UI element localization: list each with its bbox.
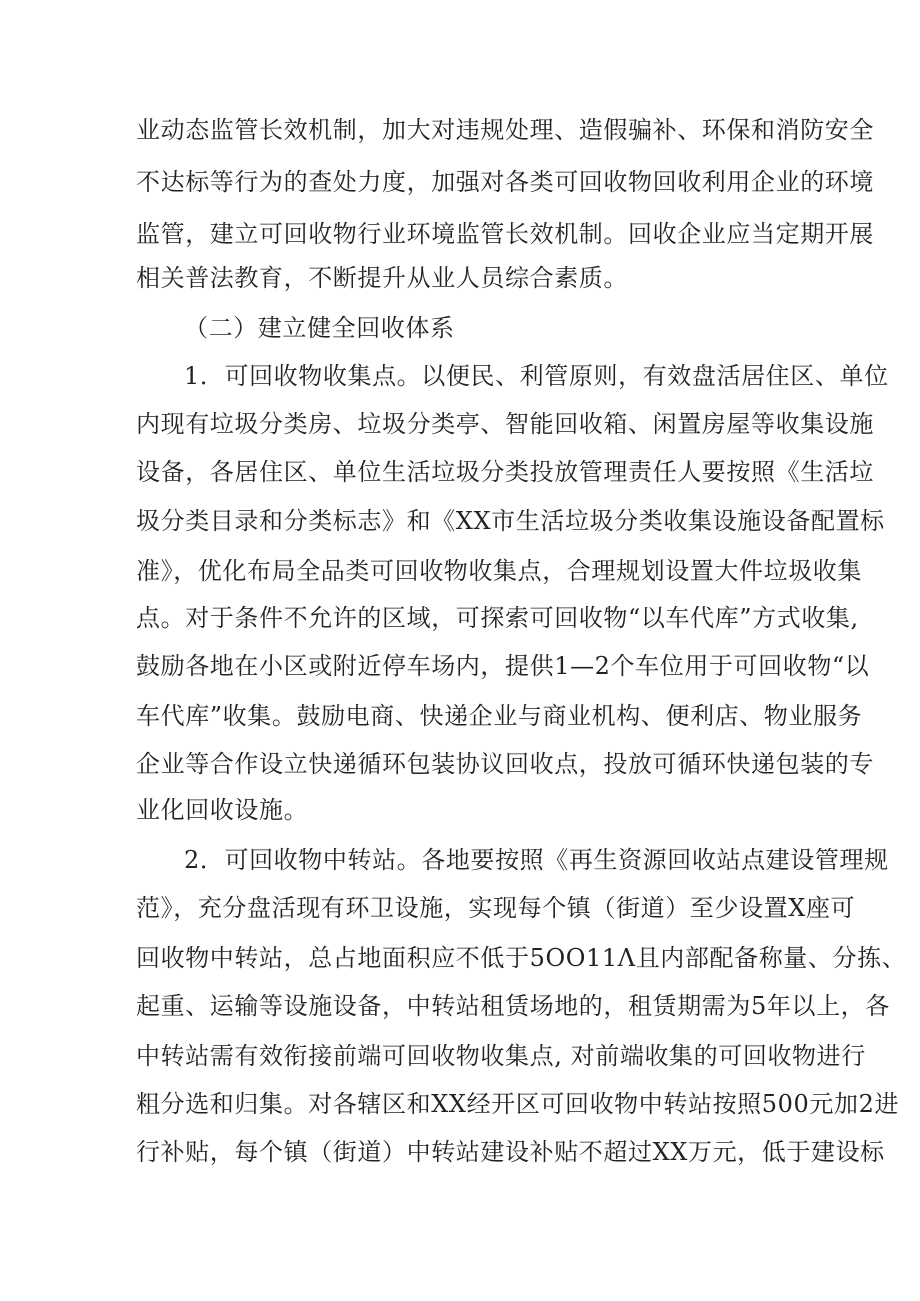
- text-line: 监管，建立可回收物行业环境监管长效机制。回收企业应当定期开展: [136, 220, 874, 248]
- text-line: 粗分选和归集。对各辖区和XX经开区可回收物中转站按照500元加2进: [136, 1090, 900, 1118]
- text-line: 相关普法教育，不断提升从业人员综合素质。: [136, 264, 628, 292]
- text-line: 圾分类目录和分类标志》和《XX市生活垃圾分类收集设施设备配置标: [136, 507, 885, 535]
- text-line: 起重、运输等设施设备，中转站租赁场地的，租赁期需为5年以上，各: [136, 992, 890, 1020]
- text-line: 1．可回收物收集点。以便民、利管原则，有效盘活居住区、单位: [184, 362, 889, 390]
- text-line: 准》，优化布局全品类可回收物收集点，合理规划设置大件垃圾收集: [136, 557, 862, 585]
- text-line: 车代库”收集。鼓励电商、快递企业与商业机构、便利店、物业服务: [136, 702, 863, 730]
- text-line: 中转站需有效衔接前端可回收物收集点, 对前端收集的可回收物进行: [136, 1042, 866, 1070]
- text-line: 业化回收设施。: [136, 796, 309, 824]
- text-line: 鼓励各地在小区或附近停车场内，提供1—2个车位用于可回收物“以: [136, 652, 870, 680]
- text-line: 行补贴，每个镇（街道）中转站建设补贴不超过XX万元，低于建设标: [136, 1138, 885, 1166]
- section-heading: （二）建立健全回收体系: [184, 314, 455, 342]
- text-line: 2．可回收物中转站。各地要按照《再生资源回收站点建设管理规: [184, 846, 889, 874]
- text-line: 范》，充分盘活现有环卫设施，实现每个镇（街道）至少设置X座可: [136, 894, 856, 922]
- text-line: 不达标等行为的查处力度，加强对各类可回收物回收利用企业的环境: [136, 168, 874, 196]
- text-line: 设备，各居住区、单位生活垃圾分类投放管理责任人要按照《生活垃: [136, 458, 874, 486]
- text-line: 回收物中转站，总占地面积应不低于5OO11Λ且内部配备称量、分拣、: [136, 944, 907, 972]
- text-line: 内现有垃圾分类房、垃圾分类亭、智能回收箱、闲置房屋等收集设施: [136, 410, 874, 438]
- text-line: 业动态监管长效机制，加大对违规处理、造假骗补、环保和消防安全: [136, 116, 874, 144]
- text-line: 点。对于条件不允许的区域，可探索可回收物“以车代库”方式收集,: [136, 604, 859, 632]
- text-line: 企业等合作设立快递循环包装协议回收点，投放可循环快递包装的专: [136, 750, 874, 778]
